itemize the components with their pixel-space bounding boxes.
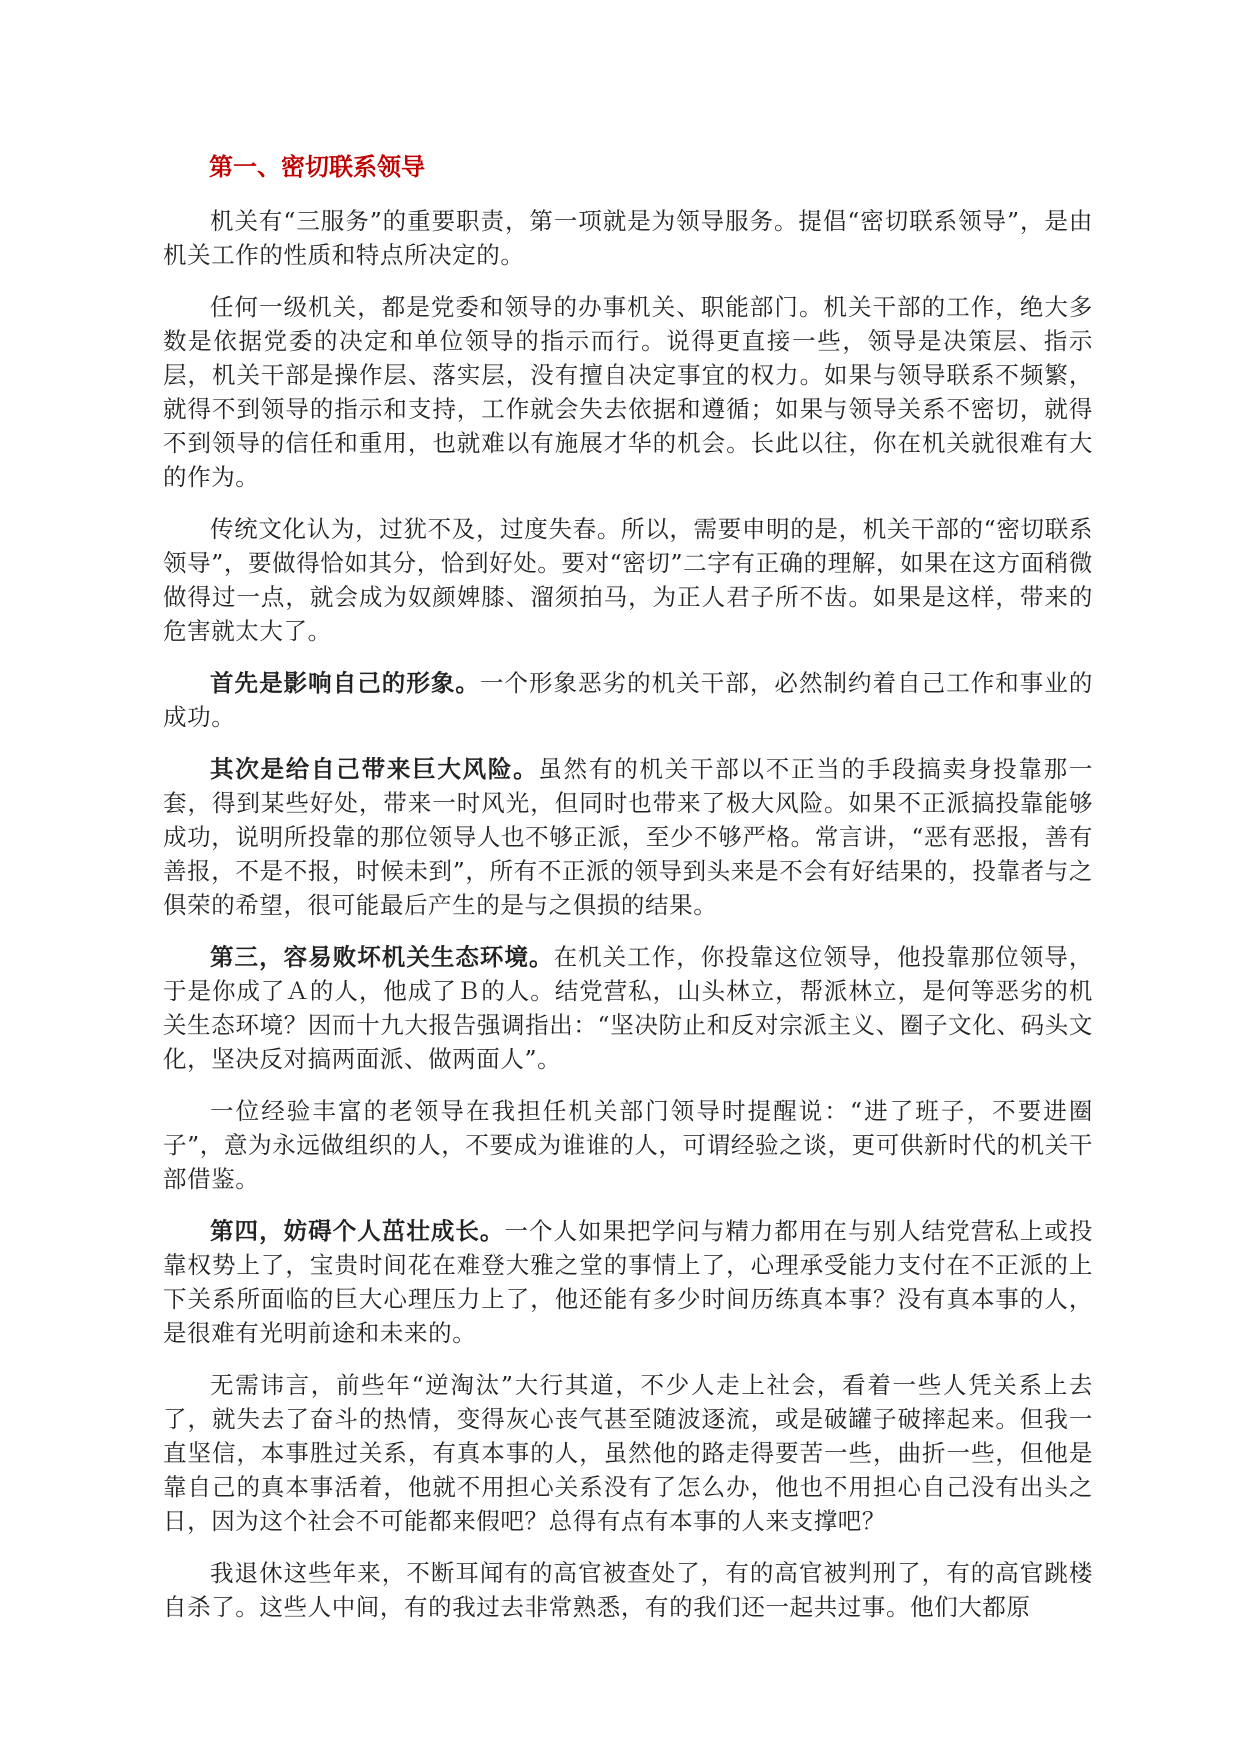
paragraph-lead: 第四，妨碍个人茁壮成长。 (210, 1217, 505, 1245)
paragraph-10 (163, 1556, 1093, 1624)
paragraph-1 (163, 204, 1093, 272)
paragraph-body: 无需讳言，前些年“逆淘汰”大行其道，不少人走上社会，看着一些人凭关系上去了，就失去了奋斗的热情，变得灰心丧气甚至随波逐流，或是破罐子破摔起来。但我一直坚信，本事胜过关系，有真本事的人，虽然他的路走得要苦一些，曲折一些，但他是靠自己的真本事活着，他就不用担心关系没有了怎么办，他也不用担心自己没有出头之日，因为这个社会不可能都来假吧？总得有点有本事的人来支撑吧？ (163, 1371, 1093, 1535)
paragraph-8 (163, 1214, 1093, 1350)
paragraph-body: 一个人如果把学问与精力都用在与别人结党营私上或投靠权势上了，宝贵时间花在难登大雅之堂的事情上了，心理承受能力支付在不正派的上下关系所面临的巨大心理压力上了，他还能有多少时间历练真本事？没有真本事的人，是很难有光明前途和未来的。 (163, 1217, 1093, 1347)
paragraph-5 (163, 752, 1093, 922)
paragraph-body: 虽然有的机关干部以不正当的手段搞卖身投靠那一套，得到某些好处，带来一时风光，但同时也带来了极大风险。如果不正派搞投靠能够成功，说明所投靠的那位领导人也不够正派，至少不够严格。常言讲，“恶有恶报，善有善报，不是不报，时候未到”，所有不正派的领导到头来是不会有好结果的，投靠者与之俱荣的希望，很可能最后产生的是与之俱损的结果。 (163, 755, 1093, 919)
paragraph-7 (163, 1094, 1093, 1196)
section-heading: 第一、密切联系领导 (209, 153, 425, 181)
paragraph-lead: 第三，容易败坏机关生态环境。 (210, 943, 554, 971)
paragraph-2 (163, 290, 1093, 494)
paragraph-lead: 首先是影响自己的形象。 (210, 669, 480, 697)
paragraph-body: 任何一级机关，都是党委和领导的办事机关、职能部门。机关干部的工作，绝大多数是依据党委的决定和单位领导的指示而行。说得更直接一些，领导是决策层、指示层，机关干部是操作层、落实层，没有擅自决定事宜的权力。如果与领导联系不频繁，就得不到领导的指示和支持，工作就会失去依据和遵循；如果与领导关系不密切，就得不到领导的信任和重用，也就难以有施展才华的机会。长此以往，你在机关就很难有大的作为。 (163, 293, 1093, 491)
paragraph-3 (163, 512, 1093, 648)
document-page (163, 150, 1093, 1642)
paragraph-body: 一位经验丰富的老领导在我担任机关部门领导时提醒说：“进了班子，不要进圈子”，意为永远做组织的人，不要成为谁谁的人，可谓经验之谈，更可供新时代的机关干部借鉴。 (163, 1097, 1093, 1193)
paragraph-body: 机关有“三服务”的重要职责，第一项就是为领导服务。提倡“密切联系领导”，是由机关工作的性质和特点所决定的。 (163, 207, 1093, 269)
paragraph-6 (163, 940, 1093, 1076)
paragraph-lead: 其次是给自己带来巨大风险。 (210, 755, 539, 783)
paragraph-body: 我退休这些年来，不断耳闻有的高官被查处了，有的高官被判刑了，有的高官跳楼自杀了。这些人中间，有的我过去非常熟悉，有的我们还一起共过事。他们大都原 (163, 1559, 1093, 1621)
paragraph-9 (163, 1368, 1093, 1538)
paragraph-body: 传统文化认为，过犹不及，过度失春。所以，需要申明的是，机关干部的“密切联系领导”，要做得恰如其分，恰到好处。要对“密切”二字有正确的理解，如果在这方面稍微做得过一点，就会成为奴颜婢膝、溜须拍马，为正人君子所不齿。如果是这样，带来的危害就太大了。 (163, 515, 1093, 645)
paragraph-body: 在机关工作，你投靠这位领导，他投靠那位领导，于是你成了Ａ的人，他成了Ｂ的人。结党营私，山头林立，帮派林立，是何等恶劣的机关生态环境？因而十九大报告强调指出：“坚决防止和反对宗派主义、圈子文化、码头文化，坚决反对搞两面派、做两面人”。 (163, 943, 1093, 1073)
paragraph-body: 一个形象恶劣的机关干部，必然制约着自己工作和事业的成功。 (163, 669, 1093, 731)
paragraph-4 (163, 666, 1093, 734)
